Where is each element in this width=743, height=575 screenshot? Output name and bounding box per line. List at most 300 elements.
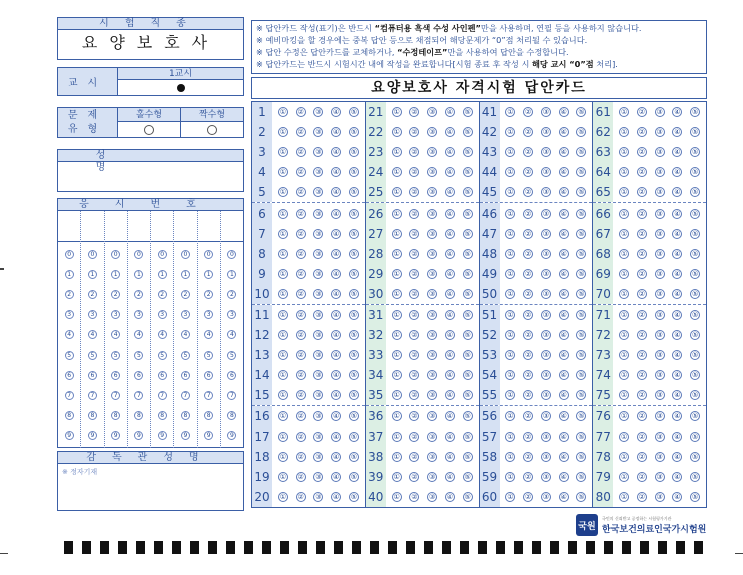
- answer-choice-bubble[interactable]: ⑤: [691, 371, 699, 380]
- answer-choice-bubble[interactable]: ④: [332, 209, 340, 218]
- exam-number-digit-bubble[interactable]: 6: [65, 371, 74, 380]
- answer-choice-bubble[interactable]: ④: [560, 452, 567, 461]
- answer-choice-bubble[interactable]: ②: [411, 310, 418, 319]
- exam-number-digit-bubble[interactable]: 2: [181, 290, 190, 299]
- exam-number-write-cell[interactable]: [128, 211, 150, 242]
- exam-number-digit-bubble[interactable]: 6: [134, 371, 143, 380]
- answer-choice-bubble[interactable]: ②: [524, 168, 532, 177]
- answer-choice-bubble[interactable]: ②: [524, 229, 532, 238]
- exam-number-digit-bubble[interactable]: 6: [88, 371, 97, 380]
- exam-number-digit-bubble[interactable]: 1: [204, 270, 213, 279]
- answer-choice-bubble[interactable]: ①: [279, 209, 287, 218]
- answer-choice-bubble[interactable]: ②: [411, 371, 418, 380]
- answer-choice-bubble[interactable]: ⑤: [691, 472, 699, 481]
- answer-choice-bubble[interactable]: ④: [332, 108, 340, 117]
- answer-choice-bubble[interactable]: ③: [428, 209, 436, 218]
- answer-choice-bubble[interactable]: ⑤: [691, 432, 699, 441]
- answer-choice-bubble[interactable]: ②: [411, 209, 418, 218]
- exam-number-write-cell[interactable]: [174, 211, 196, 242]
- answer-choice-bubble[interactable]: ③: [656, 492, 663, 501]
- exam-number-digit-bubble[interactable]: 1: [158, 270, 167, 279]
- exam-number-digit-bubble[interactable]: 1: [227, 270, 236, 279]
- answer-choice-bubble[interactable]: ⑤: [578, 331, 585, 340]
- answer-choice-bubble[interactable]: ①: [620, 249, 628, 258]
- exam-number-digit-bubble[interactable]: 5: [204, 351, 213, 360]
- answer-choice-bubble[interactable]: ④: [332, 310, 340, 319]
- answer-choice-bubble[interactable]: ②: [411, 128, 418, 137]
- answer-choice-bubble[interactable]: ⑤: [578, 229, 585, 238]
- answer-choice-bubble[interactable]: ⑤: [350, 168, 358, 177]
- answer-choice-bubble[interactable]: ②: [524, 432, 532, 441]
- answer-choice-bubble[interactable]: ①: [620, 371, 628, 380]
- exam-number-digit-bubble[interactable]: 7: [204, 391, 213, 400]
- exam-number-digit-bubble[interactable]: 9: [158, 431, 167, 440]
- exam-number-digit-bubble[interactable]: 4: [227, 330, 236, 339]
- answer-choice-bubble[interactable]: ④: [446, 229, 454, 238]
- answer-choice-bubble[interactable]: ③: [656, 269, 663, 278]
- exam-number-digit-bubble[interactable]: 4: [158, 330, 167, 339]
- answer-choice-bubble[interactable]: ④: [332, 351, 340, 360]
- answer-choice-bubble[interactable]: ②: [524, 148, 532, 157]
- answer-choice-bubble[interactable]: ⑤: [464, 492, 471, 501]
- answer-choice-bubble[interactable]: ⑤: [691, 229, 699, 238]
- answer-choice-bubble[interactable]: ④: [560, 188, 567, 197]
- exam-number-digit-bubble[interactable]: 9: [227, 431, 236, 440]
- answer-choice-bubble[interactable]: ③: [315, 432, 322, 441]
- answer-choice-bubble[interactable]: ①: [393, 310, 400, 319]
- answer-choice-bubble[interactable]: ③: [656, 249, 663, 258]
- answer-choice-bubble[interactable]: ⑤: [350, 351, 358, 360]
- answer-choice-bubble[interactable]: ②: [297, 412, 304, 421]
- answer-choice-bubble[interactable]: ⑤: [578, 412, 585, 421]
- exam-number-digit-bubble[interactable]: 2: [111, 290, 120, 299]
- answer-choice-bubble[interactable]: ②: [297, 128, 304, 137]
- exam-number-digit-bubble[interactable]: 6: [204, 371, 213, 380]
- answer-choice-bubble[interactable]: ⑤: [350, 108, 358, 117]
- answer-choice-bubble[interactable]: ①: [620, 452, 628, 461]
- exam-number-digit-bubble[interactable]: 1: [65, 270, 74, 279]
- exam-number-write-cell[interactable]: [151, 211, 173, 242]
- answer-choice-bubble[interactable]: ②: [297, 391, 304, 400]
- answer-choice-bubble[interactable]: ②: [297, 209, 304, 218]
- answer-choice-bubble[interactable]: ⑤: [464, 148, 471, 157]
- answer-choice-bubble[interactable]: ③: [428, 128, 436, 137]
- answer-choice-bubble[interactable]: ④: [560, 148, 567, 157]
- answer-choice-bubble[interactable]: ④: [560, 209, 567, 218]
- exam-number-write-cell[interactable]: [198, 211, 220, 242]
- exam-number-digit-bubble[interactable]: 9: [111, 431, 120, 440]
- answer-choice-bubble[interactable]: ①: [279, 310, 287, 319]
- answer-choice-bubble[interactable]: ①: [393, 432, 400, 441]
- answer-choice-bubble[interactable]: ④: [674, 432, 681, 441]
- answer-choice-bubble[interactable]: ①: [507, 128, 514, 137]
- answer-choice-bubble[interactable]: ②: [638, 249, 646, 258]
- answer-choice-bubble[interactable]: ①: [393, 452, 400, 461]
- answer-choice-bubble[interactable]: ②: [297, 188, 304, 197]
- answer-choice-bubble[interactable]: ⑤: [350, 269, 358, 278]
- answer-choice-bubble[interactable]: ④: [332, 148, 340, 157]
- answer-choice-bubble[interactable]: ⑤: [350, 209, 358, 218]
- answer-choice-bubble[interactable]: ④: [674, 209, 681, 218]
- answer-choice-bubble[interactable]: ④: [560, 412, 567, 421]
- answer-choice-bubble[interactable]: ②: [524, 472, 532, 481]
- answer-choice-bubble[interactable]: ②: [411, 289, 418, 298]
- exam-number-digit-bubble[interactable]: 3: [158, 310, 167, 319]
- answer-choice-bubble[interactable]: ①: [393, 229, 400, 238]
- answer-choice-bubble[interactable]: ③: [542, 310, 550, 319]
- answer-choice-bubble[interactable]: ③: [315, 188, 322, 197]
- exam-number-digit-bubble[interactable]: 0: [65, 250, 74, 259]
- answer-choice-bubble[interactable]: ①: [393, 108, 400, 117]
- answer-choice-bubble[interactable]: ⑤: [464, 108, 471, 117]
- answer-choice-bubble[interactable]: ②: [638, 412, 646, 421]
- answer-choice-bubble[interactable]: ④: [446, 209, 454, 218]
- answer-choice-bubble[interactable]: ⑤: [350, 492, 358, 501]
- answer-choice-bubble[interactable]: ②: [524, 128, 532, 137]
- exam-number-digit-bubble[interactable]: 4: [65, 330, 74, 339]
- answer-choice-bubble[interactable]: ③: [315, 492, 322, 501]
- answer-choice-bubble[interactable]: ②: [411, 492, 418, 501]
- answer-choice-bubble[interactable]: ③: [428, 412, 436, 421]
- answer-choice-bubble[interactable]: ①: [507, 249, 514, 258]
- answer-choice-bubble[interactable]: ④: [674, 188, 681, 197]
- answer-choice-bubble[interactable]: ①: [279, 412, 287, 421]
- answer-choice-bubble[interactable]: ⑤: [350, 331, 358, 340]
- answer-choice-bubble[interactable]: ③: [656, 289, 663, 298]
- answer-choice-bubble[interactable]: ③: [542, 168, 550, 177]
- answer-choice-bubble[interactable]: ①: [393, 188, 400, 197]
- answer-choice-bubble[interactable]: ①: [620, 331, 628, 340]
- answer-choice-bubble[interactable]: ⑤: [691, 148, 699, 157]
- answer-choice-bubble[interactable]: ②: [411, 269, 418, 278]
- exam-number-digit-bubble[interactable]: 9: [88, 431, 97, 440]
- answer-choice-bubble[interactable]: ⑤: [464, 249, 471, 258]
- answer-choice-bubble[interactable]: ③: [428, 289, 436, 298]
- answer-choice-bubble[interactable]: ②: [638, 128, 646, 137]
- answer-choice-bubble[interactable]: ③: [542, 289, 550, 298]
- answer-choice-bubble[interactable]: ⑤: [350, 148, 358, 157]
- answer-choice-bubble[interactable]: ④: [560, 249, 567, 258]
- exam-number-digit-bubble[interactable]: 5: [65, 351, 74, 360]
- answer-choice-bubble[interactable]: ⑤: [578, 351, 585, 360]
- answer-choice-bubble[interactable]: ①: [279, 432, 287, 441]
- exam-number-digit-bubble[interactable]: 6: [111, 371, 120, 380]
- answer-choice-bubble[interactable]: ①: [507, 391, 514, 400]
- answer-choice-bubble[interactable]: ①: [393, 269, 400, 278]
- answer-choice-bubble[interactable]: ④: [674, 128, 681, 137]
- answer-choice-bubble[interactable]: ①: [620, 391, 628, 400]
- answer-choice-bubble[interactable]: ③: [656, 310, 663, 319]
- answer-choice-bubble[interactable]: ②: [638, 289, 646, 298]
- answer-choice-bubble[interactable]: ③: [542, 452, 550, 461]
- exam-number-digit-bubble[interactable]: 0: [111, 250, 120, 259]
- exam-number-digit-bubble[interactable]: 2: [65, 290, 74, 299]
- answer-choice-bubble[interactable]: ③: [542, 432, 550, 441]
- answer-choice-bubble[interactable]: ①: [393, 289, 400, 298]
- answer-choice-bubble[interactable]: ③: [428, 351, 436, 360]
- answer-choice-bubble[interactable]: ③: [428, 391, 436, 400]
- answer-choice-bubble[interactable]: ⑤: [578, 472, 585, 481]
- answer-choice-bubble[interactable]: ②: [411, 412, 418, 421]
- answer-choice-bubble[interactable]: ②: [411, 331, 418, 340]
- answer-choice-bubble[interactable]: ④: [332, 412, 340, 421]
- answer-choice-bubble[interactable]: ①: [393, 351, 400, 360]
- exam-number-digit-bubble[interactable]: 2: [88, 290, 97, 299]
- answer-choice-bubble[interactable]: ②: [297, 289, 304, 298]
- answer-choice-bubble[interactable]: ⑤: [578, 188, 585, 197]
- answer-choice-bubble[interactable]: ③: [656, 371, 663, 380]
- answer-choice-bubble[interactable]: ②: [297, 168, 304, 177]
- answer-choice-bubble[interactable]: ⑤: [578, 148, 585, 157]
- answer-choice-bubble[interactable]: ②: [638, 492, 646, 501]
- answer-choice-bubble[interactable]: ③: [315, 269, 322, 278]
- answer-choice-bubble[interactable]: ④: [674, 412, 681, 421]
- answer-choice-bubble[interactable]: ①: [507, 412, 514, 421]
- exam-number-digit-bubble[interactable]: 2: [204, 290, 213, 299]
- answer-choice-bubble[interactable]: ②: [524, 492, 532, 501]
- answer-choice-bubble[interactable]: ⑤: [464, 188, 471, 197]
- answer-choice-bubble[interactable]: ③: [428, 472, 436, 481]
- answer-choice-bubble[interactable]: ②: [411, 432, 418, 441]
- answer-choice-bubble[interactable]: ③: [542, 108, 550, 117]
- answer-choice-bubble[interactable]: ③: [656, 128, 663, 137]
- answer-choice-bubble[interactable]: ①: [507, 310, 514, 319]
- answer-choice-bubble[interactable]: ④: [674, 472, 681, 481]
- exam-number-digit-bubble[interactable]: 5: [227, 351, 236, 360]
- answer-choice-bubble[interactable]: ④: [446, 472, 454, 481]
- answer-choice-bubble[interactable]: ④: [332, 289, 340, 298]
- exam-number-digit-bubble[interactable]: 7: [227, 391, 236, 400]
- answer-choice-bubble[interactable]: ③: [542, 391, 550, 400]
- answer-choice-bubble[interactable]: ①: [507, 331, 514, 340]
- answer-choice-bubble[interactable]: ④: [446, 310, 454, 319]
- answer-choice-bubble[interactable]: ①: [620, 472, 628, 481]
- exam-number-digit-bubble[interactable]: 9: [65, 431, 74, 440]
- answer-choice-bubble[interactable]: ④: [674, 108, 681, 117]
- answer-choice-bubble[interactable]: ②: [524, 391, 532, 400]
- answer-choice-bubble[interactable]: ④: [674, 391, 681, 400]
- answer-choice-bubble[interactable]: ④: [446, 351, 454, 360]
- answer-choice-bubble[interactable]: ①: [620, 492, 628, 501]
- answer-choice-bubble[interactable]: ②: [524, 351, 532, 360]
- answer-choice-bubble[interactable]: ⑤: [464, 168, 471, 177]
- answer-choice-bubble[interactable]: ⑤: [578, 249, 585, 258]
- exam-number-digit-bubble[interactable]: 3: [227, 310, 236, 319]
- answer-choice-bubble[interactable]: ⑤: [578, 391, 585, 400]
- answer-choice-bubble[interactable]: ④: [446, 412, 454, 421]
- answer-choice-bubble[interactable]: ②: [524, 188, 532, 197]
- exam-number-digit-bubble[interactable]: 8: [134, 411, 143, 420]
- answer-choice-bubble[interactable]: ①: [620, 148, 628, 157]
- odd-type-bubble[interactable]: [144, 125, 154, 135]
- answer-choice-bubble[interactable]: ⑤: [350, 188, 358, 197]
- answer-choice-bubble[interactable]: ①: [393, 492, 400, 501]
- answer-choice-bubble[interactable]: ②: [638, 331, 646, 340]
- answer-choice-bubble[interactable]: ③: [315, 472, 322, 481]
- exam-number-digit-bubble[interactable]: 5: [158, 351, 167, 360]
- answer-choice-bubble[interactable]: ②: [524, 289, 532, 298]
- answer-choice-bubble[interactable]: ⑤: [578, 432, 585, 441]
- answer-choice-bubble[interactable]: ①: [279, 148, 287, 157]
- answer-choice-bubble[interactable]: ①: [279, 128, 287, 137]
- answer-choice-bubble[interactable]: ①: [393, 148, 400, 157]
- answer-choice-bubble[interactable]: ⑤: [350, 371, 358, 380]
- answer-choice-bubble[interactable]: ④: [332, 492, 340, 501]
- exam-number-digit-bubble[interactable]: 1: [88, 270, 97, 279]
- answer-choice-bubble[interactable]: ⑤: [578, 128, 585, 137]
- answer-choice-bubble[interactable]: ①: [393, 209, 400, 218]
- answer-choice-bubble[interactable]: ①: [507, 351, 514, 360]
- answer-choice-bubble[interactable]: ④: [332, 472, 340, 481]
- exam-number-digit-bubble[interactable]: 5: [134, 351, 143, 360]
- answer-choice-bubble[interactable]: ④: [446, 249, 454, 258]
- answer-choice-bubble[interactable]: ③: [656, 229, 663, 238]
- answer-choice-bubble[interactable]: ①: [620, 310, 628, 319]
- answer-choice-bubble[interactable]: ②: [638, 391, 646, 400]
- answer-choice-bubble[interactable]: ④: [446, 452, 454, 461]
- answer-choice-bubble[interactable]: ③: [315, 412, 322, 421]
- exam-number-digit-bubble[interactable]: 3: [111, 310, 120, 319]
- answer-choice-bubble[interactable]: ①: [507, 168, 514, 177]
- answer-choice-bubble[interactable]: ⑤: [464, 310, 471, 319]
- answer-choice-bubble[interactable]: ①: [620, 128, 628, 137]
- exam-number-write-cell[interactable]: [81, 211, 103, 242]
- answer-choice-bubble[interactable]: ④: [674, 452, 681, 461]
- answer-choice-bubble[interactable]: ②: [638, 269, 646, 278]
- answer-choice-bubble[interactable]: ②: [297, 148, 304, 157]
- answer-choice-bubble[interactable]: ②: [297, 229, 304, 238]
- answer-choice-bubble[interactable]: ②: [297, 108, 304, 117]
- answer-choice-bubble[interactable]: ③: [428, 492, 436, 501]
- answer-choice-bubble[interactable]: ②: [638, 452, 646, 461]
- answer-choice-bubble[interactable]: ①: [279, 168, 287, 177]
- answer-choice-bubble[interactable]: ②: [297, 452, 304, 461]
- answer-choice-bubble[interactable]: ③: [315, 351, 322, 360]
- answer-choice-bubble[interactable]: ①: [393, 128, 400, 137]
- answer-choice-bubble[interactable]: ④: [560, 310, 567, 319]
- answer-choice-bubble[interactable]: ①: [279, 108, 287, 117]
- answer-choice-bubble[interactable]: ①: [620, 229, 628, 238]
- answer-choice-bubble[interactable]: ③: [542, 351, 550, 360]
- answer-choice-bubble[interactable]: ②: [297, 269, 304, 278]
- answer-choice-bubble[interactable]: ③: [315, 452, 322, 461]
- answer-choice-bubble[interactable]: ②: [297, 432, 304, 441]
- answer-choice-bubble[interactable]: ②: [411, 472, 418, 481]
- answer-choice-bubble[interactable]: ⑤: [578, 492, 585, 501]
- answer-choice-bubble[interactable]: ③: [428, 168, 436, 177]
- answer-choice-bubble[interactable]: ②: [638, 371, 646, 380]
- answer-choice-bubble[interactable]: ②: [524, 331, 532, 340]
- answer-choice-bubble[interactable]: ③: [542, 412, 550, 421]
- answer-choice-bubble[interactable]: ⑤: [350, 472, 358, 481]
- answer-choice-bubble[interactable]: ②: [297, 310, 304, 319]
- answer-choice-bubble[interactable]: ④: [560, 289, 567, 298]
- answer-choice-bubble[interactable]: ②: [524, 269, 532, 278]
- answer-choice-bubble[interactable]: ①: [279, 492, 287, 501]
- answer-choice-bubble[interactable]: ②: [411, 452, 418, 461]
- exam-number-digit-bubble[interactable]: 8: [158, 411, 167, 420]
- answer-choice-bubble[interactable]: ②: [411, 188, 418, 197]
- answer-choice-bubble[interactable]: ④: [446, 148, 454, 157]
- answer-choice-bubble[interactable]: ①: [507, 269, 514, 278]
- answer-choice-bubble[interactable]: ①: [507, 229, 514, 238]
- answer-choice-bubble[interactable]: ④: [332, 432, 340, 441]
- exam-number-digit-bubble[interactable]: 6: [227, 371, 236, 380]
- answer-choice-bubble[interactable]: ①: [393, 371, 400, 380]
- answer-choice-bubble[interactable]: ②: [638, 148, 646, 157]
- answer-choice-bubble[interactable]: ③: [315, 391, 322, 400]
- answer-choice-bubble[interactable]: ④: [446, 371, 454, 380]
- answer-choice-bubble[interactable]: ④: [446, 391, 454, 400]
- answer-choice-bubble[interactable]: ②: [524, 249, 532, 258]
- answer-choice-bubble[interactable]: ②: [524, 108, 532, 117]
- answer-choice-bubble[interactable]: ①: [507, 371, 514, 380]
- answer-choice-bubble[interactable]: ③: [656, 432, 663, 441]
- answer-choice-bubble[interactable]: ⑤: [691, 128, 699, 137]
- exam-number-digit-bubble[interactable]: 5: [111, 351, 120, 360]
- exam-number-write-cell[interactable]: [58, 211, 80, 242]
- exam-number-digit-bubble[interactable]: 6: [158, 371, 167, 380]
- answer-choice-bubble[interactable]: ⑤: [578, 310, 585, 319]
- answer-choice-bubble[interactable]: ⑤: [464, 472, 471, 481]
- answer-choice-bubble[interactable]: ①: [507, 209, 514, 218]
- answer-choice-bubble[interactable]: ①: [507, 148, 514, 157]
- session-mark-filled[interactable]: [177, 84, 185, 92]
- answer-choice-bubble[interactable]: ⑤: [464, 269, 471, 278]
- answer-choice-bubble[interactable]: ④: [560, 108, 567, 117]
- answer-choice-bubble[interactable]: ⑤: [464, 128, 471, 137]
- answer-choice-bubble[interactable]: ④: [446, 128, 454, 137]
- exam-number-digit-bubble[interactable]: 3: [204, 310, 213, 319]
- answer-choice-bubble[interactable]: ①: [620, 188, 628, 197]
- answer-choice-bubble[interactable]: ⑤: [691, 351, 699, 360]
- exam-number-digit-bubble[interactable]: 8: [88, 411, 97, 420]
- answer-choice-bubble[interactable]: ②: [411, 391, 418, 400]
- answer-choice-bubble[interactable]: ①: [620, 351, 628, 360]
- answer-choice-bubble[interactable]: ①: [393, 249, 400, 258]
- exam-number-digit-bubble[interactable]: 6: [181, 371, 190, 380]
- answer-choice-bubble[interactable]: ④: [332, 371, 340, 380]
- answer-choice-bubble[interactable]: ①: [279, 452, 287, 461]
- answer-choice-bubble[interactable]: ⑤: [350, 310, 358, 319]
- answer-choice-bubble[interactable]: ①: [620, 432, 628, 441]
- answer-choice-bubble[interactable]: ⑤: [464, 229, 471, 238]
- exam-number-digit-bubble[interactable]: 3: [65, 310, 74, 319]
- answer-choice-bubble[interactable]: ①: [620, 168, 628, 177]
- exam-number-digit-bubble[interactable]: 4: [88, 330, 97, 339]
- answer-choice-bubble[interactable]: ⑤: [464, 331, 471, 340]
- answer-choice-bubble[interactable]: ③: [542, 331, 550, 340]
- answer-choice-bubble[interactable]: ⑤: [464, 371, 471, 380]
- answer-choice-bubble[interactable]: ①: [620, 269, 628, 278]
- answer-choice-bubble[interactable]: ⑤: [350, 452, 358, 461]
- answer-choice-bubble[interactable]: ①: [393, 168, 400, 177]
- exam-number-digit-bubble[interactable]: 9: [134, 431, 143, 440]
- answer-choice-bubble[interactable]: ④: [674, 269, 681, 278]
- answer-choice-bubble[interactable]: ③: [542, 209, 550, 218]
- exam-number-digit-bubble[interactable]: 5: [88, 351, 97, 360]
- exam-number-digit-bubble[interactable]: 1: [134, 270, 143, 279]
- answer-choice-bubble[interactable]: ①: [620, 209, 628, 218]
- answer-choice-bubble[interactable]: ④: [446, 432, 454, 441]
- answer-choice-bubble[interactable]: ②: [638, 108, 646, 117]
- answer-choice-bubble[interactable]: ②: [297, 351, 304, 360]
- answer-choice-bubble[interactable]: ②: [524, 310, 532, 319]
- answer-choice-bubble[interactable]: ①: [393, 412, 400, 421]
- answer-choice-bubble[interactable]: ④: [674, 229, 681, 238]
- answer-choice-bubble[interactable]: ③: [428, 310, 436, 319]
- answer-choice-bubble[interactable]: ⑤: [578, 168, 585, 177]
